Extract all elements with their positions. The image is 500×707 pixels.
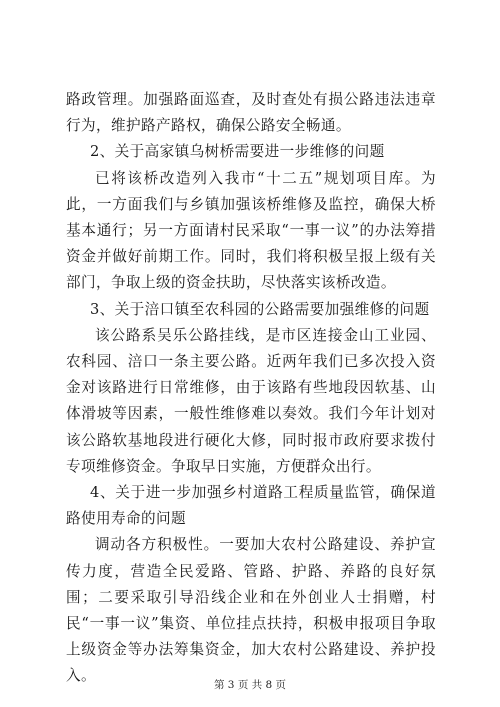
document-body bbox=[66, 87, 436, 690]
heading-fukou-road: 3、关于涪口镇至农科园的公路需要加强维修的问题 bbox=[90, 300, 430, 318]
heading-gaojia-bridge: 2、关于高家镇乌树桥需要进一步维修的问题 bbox=[90, 143, 385, 161]
paragraph-road-management: 路政管理。加强路面巡查，及时查处有损公路违法违章行为，维护路产路权，确保公路安全畅通。 bbox=[66, 91, 436, 135]
paragraph-bridge-reply: 已将该桥改造列入我市“十二五”规划项目库。为此，一方面我们与乡镇加强该桥维修及监控，确保大桥基本通行；另一方面请村民采取“一事一议”的办法筹措资金并做好前期工作。同时，我们将积极呈报上级有关部门，争取上级的资金扶助，尽快落实该桥改造。 bbox=[66, 169, 436, 292]
page-number-footer: 第 3 页 共 8 页 bbox=[213, 679, 287, 691]
paragraph-quality-reply: 调动各方积极性。一要加大农村公路建设、养护宣传力度，营造全民爱路、管路、护路、养路的良好氛围；二要采取引导沿线企业和在外创业人士捐赠，村民“一事一议”集资、单位挂点扶持，积极申报项目争取上级资金等办法筹集资金，加大农村公路建设、养护投入。 bbox=[66, 536, 436, 685]
heading-rural-road-quality: 4、关于进一步加强乡村道路工程质量监管，确保道路使用寿命的问题 bbox=[66, 484, 436, 528]
paragraph-road-reply: 该公路系吴乐公路挂线，是市区连接金山工业园、农科园、涪口一条主要公路。近两年我们已多次投入资金对该路进行日常维修，由于该路有些地段因软基、山体滑坡等因素，一般性维修难以奏效。我们今年计划对该公路软基地段进行硬化大修，同时报市政府要求拨付专项维修资金。争取早日实施，方便群众出行。 bbox=[66, 326, 436, 475]
